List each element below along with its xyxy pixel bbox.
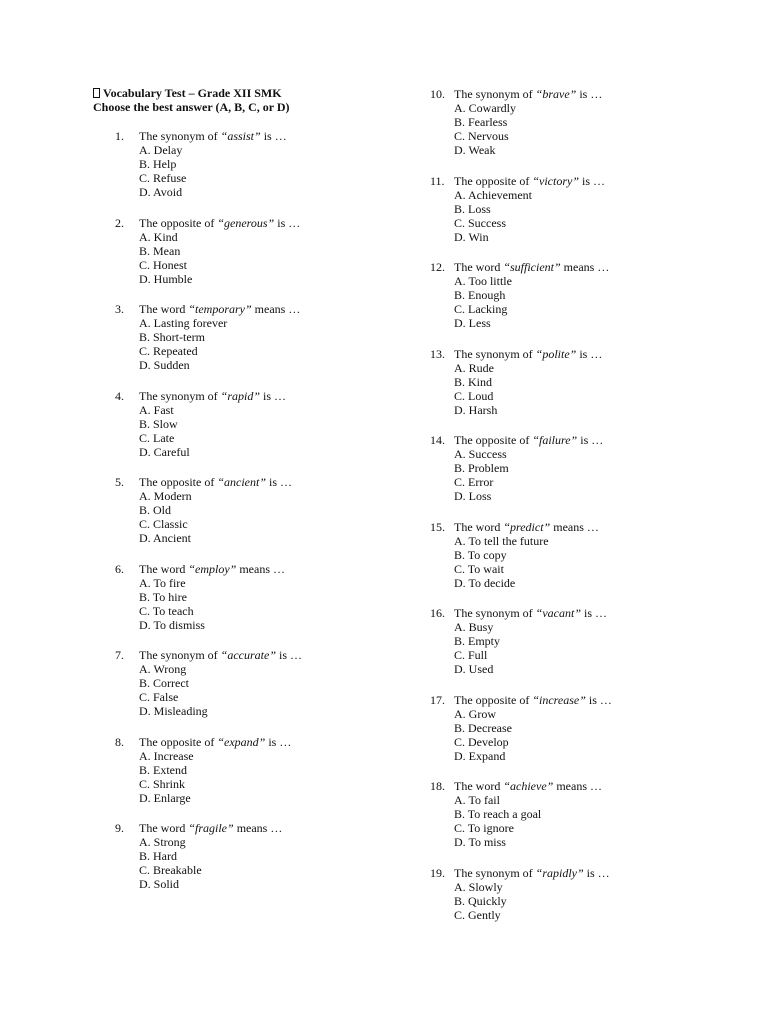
- question-prefix: The synonym of: [454, 346, 536, 361]
- question-suffix: is …: [581, 606, 608, 620]
- question-keyword: “polite”: [535, 346, 577, 361]
- test-title-line: [93, 86, 290, 100]
- question-stem: [430, 87, 603, 101]
- answer-option: A. Success: [454, 447, 507, 461]
- question-number: 1.: [115, 129, 124, 143]
- answer-option: C. Late: [139, 430, 175, 445]
- answer-option: B. Short-term: [139, 330, 205, 344]
- answer-option: D. Win: [454, 229, 489, 244]
- question-stem: [430, 606, 608, 620]
- question-text: [454, 520, 599, 534]
- answer-option: A. Delay: [139, 143, 183, 157]
- answer-option: C. To ignore: [454, 821, 514, 835]
- question-stem: [430, 519, 599, 534]
- question-stem: [115, 388, 287, 403]
- answer-option: B. Old: [139, 503, 172, 517]
- question-text: [139, 129, 287, 143]
- question-number: 9.: [115, 821, 124, 835]
- question-suffix: means …: [560, 260, 610, 274]
- answer-option: C. Classic: [139, 517, 188, 531]
- answer-option: D. Humble: [139, 271, 193, 286]
- question-suffix: is …: [260, 129, 287, 143]
- answer-option: B. To copy: [454, 547, 507, 562]
- right-column: [430, 87, 612, 952]
- question-number: 19.: [430, 865, 445, 880]
- answer-option: B. Loss: [454, 201, 491, 216]
- question-suffix: is …: [276, 648, 303, 662]
- question-item: [430, 779, 602, 866]
- answer-option: A. Modern: [139, 489, 192, 503]
- question-item: [430, 606, 608, 693]
- answer-option: B. To reach a goal: [454, 807, 542, 821]
- question-prefix: The word: [139, 302, 189, 316]
- question-suffix: means …: [553, 779, 602, 793]
- question-number: 15.: [430, 519, 445, 534]
- answer-option: A. Grow: [454, 706, 496, 721]
- question-keyword: “increase”: [532, 692, 586, 707]
- answer-option: C. Nervous: [454, 129, 509, 143]
- answer-option: D. Expand: [454, 748, 506, 763]
- question-prefix: The opposite of: [454, 173, 533, 188]
- question-keyword: “ancient”: [217, 475, 266, 489]
- answer-option: A. To fire: [139, 575, 186, 590]
- answer-option: A. Busy: [454, 620, 494, 634]
- answer-option: C. To teach: [139, 603, 194, 618]
- question-stem: [430, 346, 603, 361]
- question-prefix: The synonym of: [454, 606, 536, 620]
- question-number: 11.: [430, 173, 445, 188]
- question-prefix: The word: [139, 821, 189, 835]
- question-text: [454, 433, 603, 447]
- question-number: 10.: [430, 87, 445, 101]
- question-item: [115, 129, 287, 216]
- question-text: [454, 260, 609, 274]
- question-stem: [430, 433, 604, 447]
- question-keyword: “vacant”: [535, 606, 581, 620]
- question-number: 18.: [430, 779, 445, 793]
- question-prefix: The word: [454, 260, 504, 274]
- question-prefix: The synonym of: [139, 388, 221, 403]
- question-suffix: is …: [576, 87, 603, 101]
- answer-option: C. Shrink: [139, 776, 186, 791]
- question-number: 4.: [115, 388, 124, 403]
- question-keyword: “brave”: [535, 87, 577, 101]
- question-keyword: “rapidly”: [535, 865, 584, 880]
- answer-option: D. To miss: [454, 835, 506, 849]
- question-text: [139, 475, 292, 489]
- answer-option: C. Error: [454, 475, 494, 489]
- answer-option: C. To wait: [454, 561, 504, 576]
- question-keyword: “victory”: [532, 173, 579, 188]
- answer-option: D. Used: [454, 662, 494, 676]
- question-keyword: “generous”: [217, 215, 275, 230]
- answer-option: A. Kind: [139, 229, 178, 244]
- answer-option: A. Too little: [454, 274, 512, 288]
- question-keyword: “fragile”: [188, 821, 234, 835]
- answer-option: D. Careful: [139, 444, 190, 459]
- question-stem: [430, 260, 610, 274]
- answer-option: B. Hard: [139, 849, 177, 863]
- question-keyword: “achieve”: [503, 779, 554, 793]
- answer-option: B. Slow: [139, 416, 178, 431]
- answer-option: C. Gently: [454, 907, 501, 922]
- answer-option: C. Develop: [454, 734, 509, 749]
- answer-option: D. Harsh: [454, 402, 498, 417]
- question-text: [454, 866, 610, 880]
- question-suffix: is …: [579, 173, 606, 188]
- question-item: [115, 215, 301, 303]
- question-keyword: “failure”: [532, 433, 578, 447]
- question-item: [430, 692, 612, 780]
- question-prefix: The synonym of: [139, 129, 221, 143]
- question-item: [430, 865, 610, 953]
- question-number: 3.: [115, 302, 124, 316]
- question-suffix: is …: [260, 388, 287, 403]
- question-text: [454, 87, 602, 101]
- question-item: [115, 648, 303, 735]
- answer-option: C. Honest: [139, 257, 187, 272]
- question-suffix: is …: [585, 692, 612, 707]
- question-item: [115, 388, 287, 476]
- answer-option: A. Increase: [139, 748, 194, 763]
- left-column: [115, 129, 303, 908]
- question-keyword: “predict”: [503, 519, 551, 534]
- question-item: [115, 302, 301, 389]
- answer-option: B. Correct: [139, 676, 189, 690]
- question-prefix: The opposite of: [139, 215, 218, 230]
- answer-option: B. Empty: [454, 634, 501, 648]
- question-keyword: “assist”: [220, 129, 261, 143]
- question-item: [430, 433, 604, 520]
- answer-option: D. To decide: [454, 575, 516, 590]
- answer-option: B. To hire: [139, 589, 187, 604]
- question-number: 5.: [115, 475, 124, 489]
- question-prefix: The word: [139, 561, 189, 576]
- answer-option: D. Ancient: [139, 531, 191, 545]
- test-title: Vocabulary Test – Grade XII SMK: [103, 86, 282, 100]
- test-header: [93, 86, 290, 114]
- question-suffix: is …: [577, 433, 604, 447]
- answer-option: C. False: [139, 690, 179, 704]
- question-number: 14.: [430, 433, 445, 447]
- question-number: 17.: [430, 692, 445, 707]
- answer-option: A. Rude: [454, 360, 494, 375]
- answer-option: C. Loud: [454, 388, 494, 403]
- answer-option: C. Lacking: [454, 302, 508, 316]
- question-prefix: The opposite of: [454, 692, 533, 707]
- answer-option: A. Lasting forever: [139, 316, 228, 330]
- question-stem: [115, 302, 301, 316]
- answer-option: B. Help: [139, 157, 177, 171]
- question-stem: [115, 215, 301, 230]
- answer-option: D. Weak: [454, 143, 496, 157]
- test-instruction: Choose the best answer (A, B, C, or D): [93, 100, 290, 114]
- question-keyword: “temporary”: [188, 302, 252, 316]
- question-number: 6.: [115, 561, 124, 576]
- question-text: [139, 821, 282, 835]
- question-stem: [115, 475, 293, 489]
- question-number: 13.: [430, 346, 445, 361]
- question-keyword: “accurate”: [220, 648, 276, 662]
- question-suffix: is …: [576, 346, 603, 361]
- question-item: [430, 519, 599, 607]
- question-number: 16.: [430, 606, 445, 620]
- answer-option: B. Kind: [454, 374, 493, 389]
- answer-option: A. Cowardly: [454, 101, 516, 115]
- question-text: [139, 735, 291, 749]
- question-text: [139, 562, 285, 576]
- answer-option: A. Fast: [139, 402, 174, 417]
- question-prefix: The word: [454, 779, 504, 793]
- question-text: [454, 347, 602, 361]
- answer-option: D. Loss: [454, 489, 492, 503]
- question-suffix: means …: [251, 302, 301, 316]
- question-item: [430, 87, 603, 174]
- question-keyword: “expand”: [217, 734, 266, 749]
- question-keyword: “sufficient”: [503, 260, 561, 274]
- answer-option: A. Slowly: [454, 879, 503, 894]
- question-keyword: “rapid”: [220, 388, 261, 403]
- answer-option: D. Misleading: [139, 704, 208, 718]
- question-stem: [115, 129, 287, 143]
- answer-option: B. Fearless: [454, 115, 508, 129]
- question-item: [430, 346, 603, 434]
- question-item: [430, 260, 610, 347]
- question-prefix: The opposite of: [139, 734, 218, 749]
- question-number: 12.: [430, 260, 445, 274]
- question-prefix: The synonym of: [454, 865, 536, 880]
- answer-option: C. Full: [454, 648, 488, 662]
- question-stem: [115, 734, 292, 749]
- answer-option: C. Breakable: [139, 863, 202, 877]
- answer-option: C. Repeated: [139, 344, 198, 358]
- question-item: [115, 734, 292, 822]
- question-stem: [430, 692, 612, 707]
- question-stem: [430, 865, 610, 880]
- question-text: [139, 389, 286, 403]
- answer-option: D. Less: [454, 316, 491, 330]
- question-keyword: “employ”: [188, 561, 237, 576]
- question-stem: [430, 779, 602, 793]
- question-stem: [430, 173, 606, 188]
- answer-option: B. Extend: [139, 762, 187, 777]
- question-stem: [115, 561, 285, 576]
- question-number: 8.: [115, 734, 124, 749]
- question-text: [454, 693, 612, 707]
- answer-option: D. Solid: [139, 877, 180, 891]
- answer-option: C. Refuse: [139, 171, 187, 185]
- question-item: [115, 821, 283, 908]
- answer-option: B. Enough: [454, 288, 506, 302]
- question-prefix: The synonym of: [139, 648, 221, 662]
- question-stem: [115, 648, 303, 662]
- question-suffix: is …: [583, 865, 610, 880]
- answer-option: D. Sudden: [139, 358, 190, 372]
- question-prefix: The opposite of: [454, 433, 533, 447]
- question-suffix: means …: [236, 561, 285, 576]
- question-stem: [115, 821, 283, 835]
- question-prefix: The opposite of: [139, 475, 218, 489]
- question-number: 2.: [115, 215, 124, 230]
- question-suffix: is …: [274, 215, 301, 230]
- question-text: [139, 216, 300, 230]
- answer-option: A. To fail: [454, 793, 500, 807]
- question-suffix: means …: [550, 519, 599, 534]
- question-number: 7.: [115, 648, 124, 662]
- question-suffix: means …: [233, 821, 283, 835]
- question-prefix: The synonym of: [454, 87, 536, 101]
- answer-option: D. Enlarge: [139, 790, 191, 805]
- question-text: [139, 648, 302, 662]
- question-text: [454, 606, 607, 620]
- answer-option: D. To dismiss: [139, 617, 205, 632]
- answer-option: D. Avoid: [139, 185, 183, 199]
- answer-option: B. Quickly: [454, 893, 507, 908]
- missing-glyph-icon: [93, 88, 100, 98]
- answer-option: A. Strong: [139, 835, 186, 849]
- question-suffix: is …: [266, 475, 293, 489]
- answer-option: B. Decrease: [454, 720, 512, 735]
- answer-option: A. Wrong: [139, 662, 187, 676]
- question-item: [115, 475, 293, 562]
- answer-option: B. Mean: [139, 243, 181, 258]
- question-item: [115, 561, 285, 649]
- question-suffix: is …: [265, 734, 292, 749]
- answer-option: C. Success: [454, 215, 506, 230]
- answer-option: A. To tell the future: [454, 533, 549, 548]
- question-text: [454, 174, 605, 188]
- question-prefix: The word: [454, 519, 504, 534]
- question-item: [430, 173, 606, 261]
- question-text: [139, 302, 300, 316]
- question-text: [454, 779, 602, 793]
- answer-option: B. Problem: [454, 461, 509, 475]
- answer-option: A. Achievement: [454, 187, 532, 202]
